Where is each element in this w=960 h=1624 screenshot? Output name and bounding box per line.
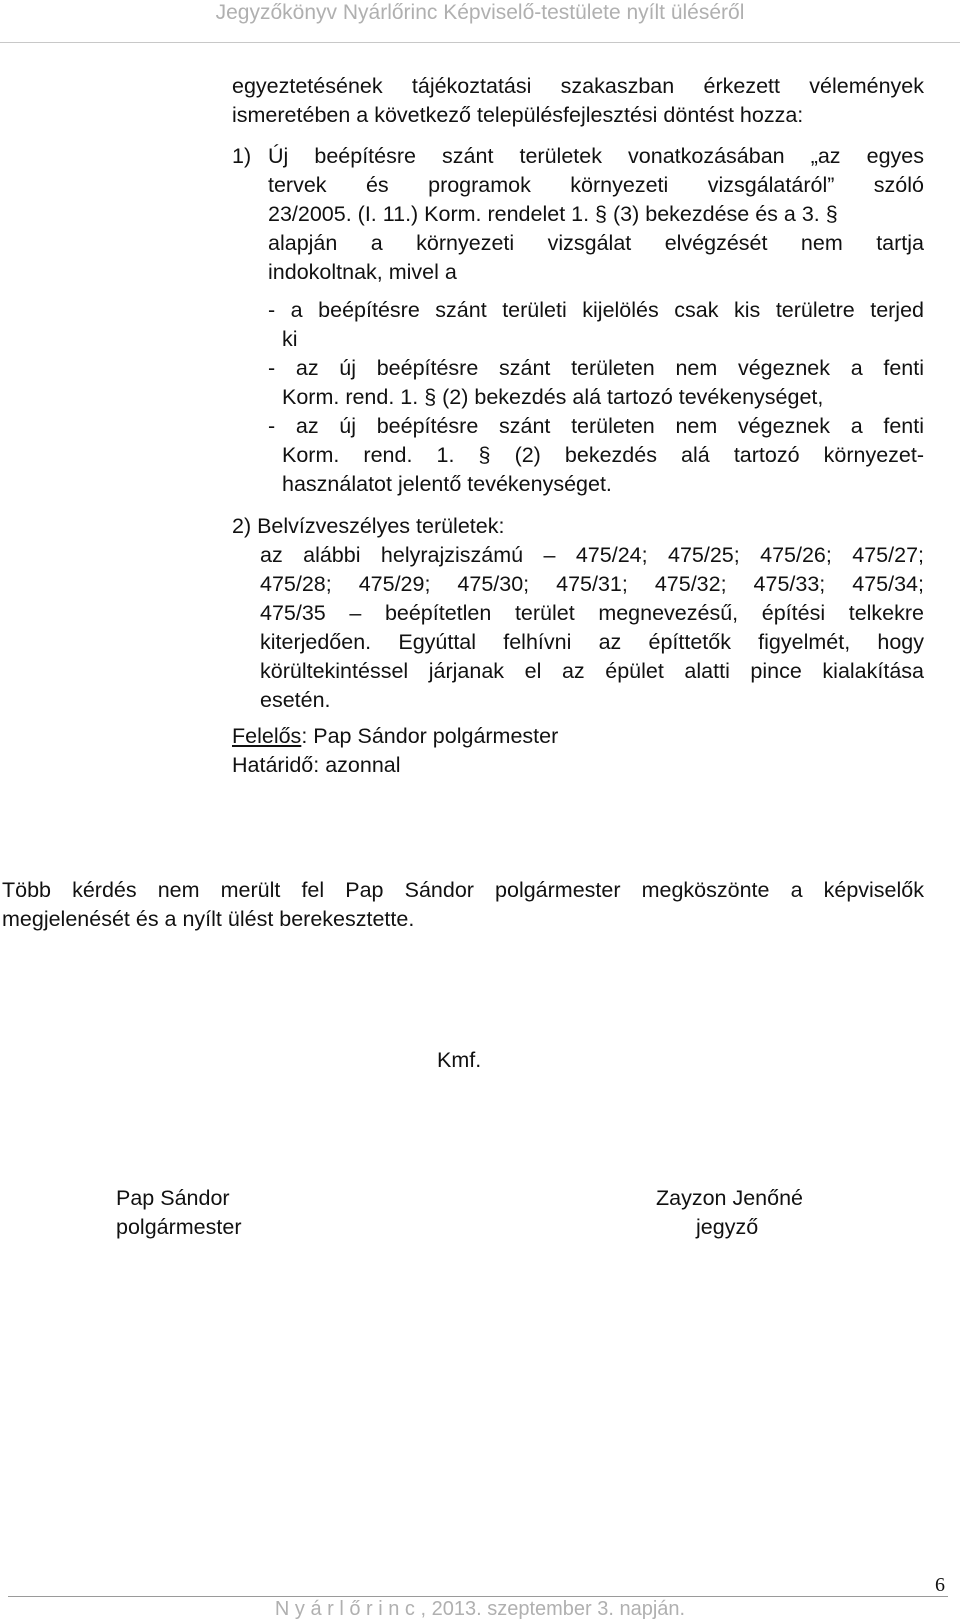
kmf-label: Kmf. <box>437 1048 482 1072</box>
item2-line-3: 475/35 – beépítetlen terület megnevezésű, építési telkekre <box>260 601 924 625</box>
item2-line-1: az alábbi helyrajziszámú – 475/24; 475/25; 475/26; 475/27; <box>260 543 924 567</box>
item1-line-2: tervek és programok környezeti vizsgálatáról” szóló <box>268 173 924 197</box>
signature-2-role: jegyző <box>696 1215 759 1239</box>
item2-line-2: 475/28; 475/29; 475/30; 475/31; 475/32; 475/33; 475/34; <box>260 572 924 596</box>
item2-title: 2) Belvízveszélyes területek: <box>232 514 505 538</box>
responsible-line <box>232 722 558 751</box>
closing-line-2: megjelenését és a nyílt ülést berekesztette. <box>2 907 415 931</box>
page-number: 6 <box>935 1574 945 1596</box>
item2-line-5: körültekintéssel járjanak el az épület alatti pince kialakítása <box>260 659 924 683</box>
bullet-3-line-3: használatot jelentő tevékenységet. <box>282 472 612 496</box>
item1-line-3: 23/2005. (I. 11.) Korm. rendelet 1. § (3) bekezdése és a 3. § <box>268 202 838 226</box>
signature-1-name: Pap Sándor <box>116 1186 230 1210</box>
item1-line-4: alapján a környezeti vizsgálat elvégzését nem tartja <box>268 231 924 255</box>
item1-line-1: Új beépítésre szánt területek vonatkozásában „az egyes <box>268 144 924 168</box>
intro-line-2: ismeretében a következő településfejlesztési döntést hozza: <box>232 103 804 127</box>
bullet-2-line-2: Korm. rend. 1. § (2) bekezdés alá tartozó tevékenységet, <box>282 385 824 409</box>
footer-divider <box>8 1596 948 1597</box>
deadline-line: Határidő: azonnal <box>232 753 401 777</box>
signature-2-name: Zayzon Jenőné <box>656 1186 804 1210</box>
item1-number: 1) <box>232 144 252 168</box>
bullet-2-line-1: - az új beépítésre szánt területen nem végeznek a fenti <box>268 356 924 380</box>
responsible-label: Felelős <box>232 724 302 748</box>
page-header-title: Jegyzőkönyv Nyárlőrinc Képviselő-testülete nyílt üléséről <box>215 1 745 24</box>
bullet-1-line-2: ki <box>282 327 298 351</box>
closing-line-1: Több kérdés nem merült fel Pap Sándor polgármester megköszönte a képviselők <box>2 878 924 902</box>
item2-line-6: esetén. <box>260 688 331 712</box>
intro-line-1: egyeztetésének tájékoztatási szakaszban érkezett vélemények <box>232 74 924 98</box>
signature-1-role: polgármester <box>116 1215 242 1239</box>
bullet-3-line-1: - az új beépítésre szánt területen nem végeznek a fenti <box>268 414 924 438</box>
item1-line-5: indokoltnak, mivel a <box>268 260 457 284</box>
header-divider <box>0 42 960 43</box>
bullet-3-line-2: Korm. rend. 1. § (2) bekezdés alá tartozó környezet- <box>282 443 924 467</box>
item2-line-4: kiterjedően. Egyúttal felhívni az építtetők figyelmét, hogy <box>260 630 924 654</box>
bullet-1-line-1: - a beépítésre szánt területi kijelölés csak kis területre terjed <box>268 298 924 322</box>
responsible-value: : Pap Sándor polgármester <box>301 724 559 748</box>
footer-text: N y á r l ő r i n c , 2013. szeptember 3. napján. <box>274 1598 686 1620</box>
